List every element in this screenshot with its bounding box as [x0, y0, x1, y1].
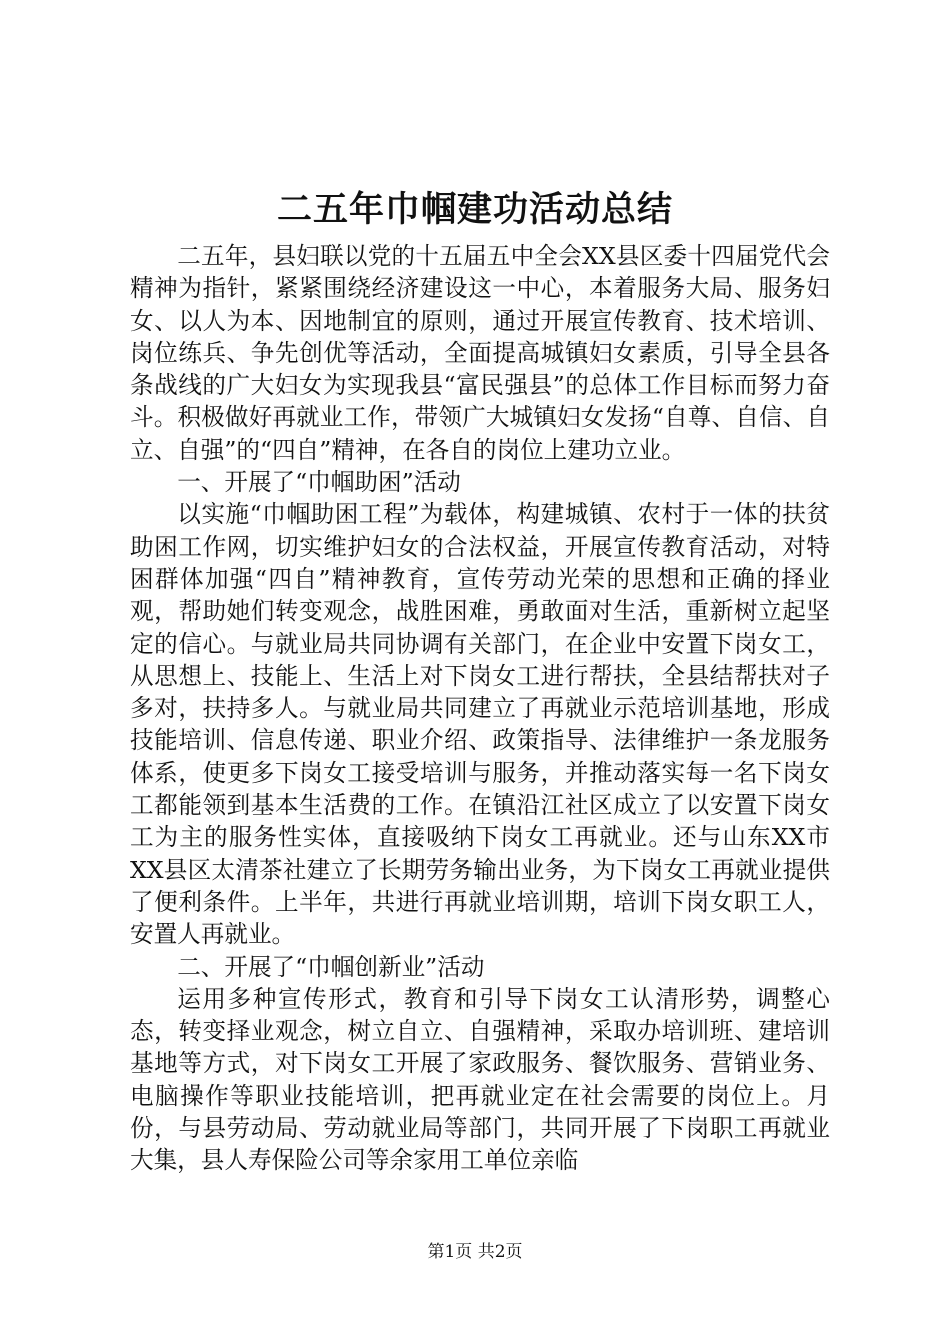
section-heading-2: 二、开展了“巾帼创新业”活动	[177, 952, 485, 981]
paragraph-section-1: 以实施“巾帼助困工程”为载体，构建城镇、农村于一体的扶贫助困工作网，切实维护妇女的合法权益，开展宣传教育活动，对特困群体加强“四自”精神教育，宣传劳动光荣的思想和正确的择业观，帮助她们转变观念，战胜困难，勇敢面对生活，重新树立起坚定的信心。与就业局共同协调有关部门，在企业中安置下岗女工，从思想上、技能上、生活上对下岗女工进行帮扶，全县结帮扶对子多对，扶持多人。与就业局共同建立了再就业示范培训基地，形成技能培训、信息传递、职业介绍、政策指导、法律维护一条龙服务体系，使更多下岗女工接受培训与服务，并推动落实每一名下岗女工都能领到基本生活费的工作。在镇沿江社区成立了以安置下岗女工为主的服务性实体，直接吸纳下岗女工再就业。还与山东XX市XX县区太清茶社建立了长期劳务输出业务，为下岗女工再就业提供了便利条件。上半年，共进行再就业培训期，培训下岗女职工人，安置人再就业。	[130, 500, 830, 949]
document-body	[130, 240, 830, 1177]
page-footer: 第1页 共2页	[427, 1242, 523, 1262]
document-title: 二五年巾帼建功活动总结	[276, 189, 673, 230]
section-heading-1: 一、开展了“巾帼助困”活动	[177, 468, 461, 497]
paragraph-intro: 二五年，县妇联以党的十五届五中全会XX县区委十四届党代会精神为指针，紧紧围绕经济建设这一中心，本着服务大局、服务妇女、以人为本、因地制宜的原则，通过开展宣传教育、技术培训、岗位练兵、争先创优等活动，全面提高城镇妇女素质，引导全县各条战线的广大妇女为实现我县“富民强县”的总体工作目标而努力奋斗。积极做好再就业工作，带领广大城镇妇女发扬“自尊、自信、自立、自强”的“四自”精神，在各自的岗位上建功立业。	[130, 242, 830, 464]
paragraph-section-2: 运用多种宣传形式，教育和引导下岗女工认清形势，调整心态，转变择业观念，树立自立、自强精神，采取办培训班、建培训基地等方式，对下岗女工开展了家政服务、餐饮服务、营销业务、电脑操作等职业技能培训，把再就业定在社会需要的岗位上。月份，与县劳动局、劳动就业局等部门，共同开展了下岗职工再就业大集，县人寿保险公司等余家用工单位亲临	[130, 984, 830, 1175]
